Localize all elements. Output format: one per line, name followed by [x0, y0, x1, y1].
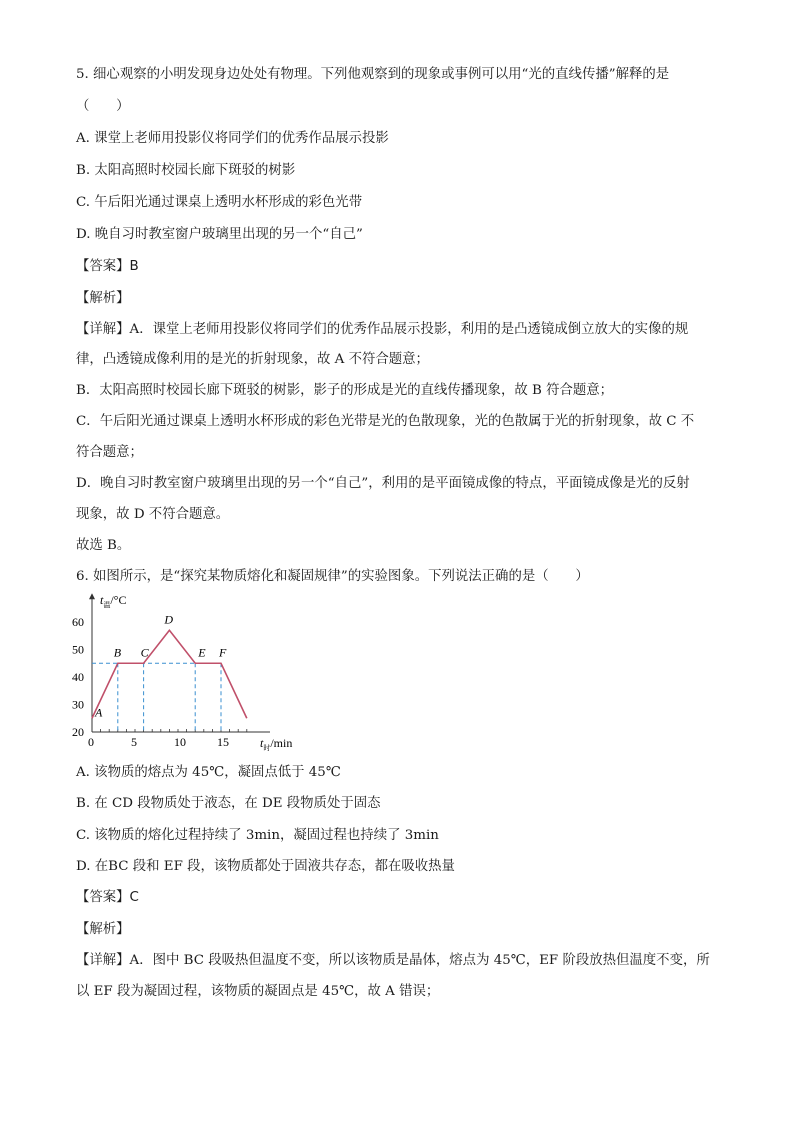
q5-option-d: D. 晚自习时教室窗户玻璃里出现的另一个“自己”	[76, 227, 363, 242]
q5-option-a: A. 课堂上老师用投影仪将同学们的优秀作品展示投影	[76, 131, 389, 146]
q5-detail-line: 【详解】A．课堂上老师用投影仪将同学们的优秀作品展示投影，利用的是凸透镜成倒立放大的实像的规	[76, 322, 689, 337]
q5-conclusion: 故选 B。	[76, 538, 131, 553]
q5-answer: 【答案】B	[76, 259, 139, 274]
y-tick-label: 50	[72, 642, 84, 657]
q6-analysis-label: 【解析】	[76, 922, 130, 937]
q6-option-a: A. 该物质的熔点为 45℃，凝固点低于 45℃	[76, 765, 341, 780]
x-tick-label: 5	[131, 735, 137, 749]
point-label-c: C	[140, 645, 149, 660]
q6-detail-line: 【详解】A．图中 BC 段吸热但温度不变，所以该物质是晶体，熔点为 45℃，EF 阶段放热但温度不变，所	[76, 953, 710, 968]
point-label-a: A	[95, 705, 103, 720]
point-label-b: B	[113, 645, 122, 660]
x-tick-label: 10	[174, 735, 186, 749]
q6-answer: 【答案】C	[76, 890, 139, 905]
q5-stem: 5. 细心观察的小明发现身边处处有物理。下列他观察到的现象或事例可以用“光的直线传播”解释的是	[76, 67, 670, 82]
q5-detail-line: D．晚自习时教室窗户玻璃里出现的另一个“自己”，利用的是平面镜成像的特点，平面镜成像是光的反射	[76, 476, 690, 491]
point-label-f: F	[219, 645, 227, 660]
x-axis-label: $t_时/\min$	[260, 736, 293, 752]
y-axis-label: $t_温/^\circ C$	[100, 593, 127, 609]
y-tick-label: 20	[72, 725, 84, 739]
q6-detail-line: 以 EF 段为凝固过程，该物质的凝固点是 45℃，故 A 错误；	[76, 984, 440, 999]
y-tick-label: 30	[72, 697, 84, 712]
q5-detail-line: C．午后阳光通过课桌上透明水杯形成的彩色光带是光的色散现象，光的色散属于光的折射现象，故 C 不	[76, 414, 695, 429]
q5-detail-line: 现象，故 D 不符合题意。	[76, 507, 230, 522]
temperature-curve	[92, 630, 247, 718]
q6-option-c: C. 该物质的熔化过程持续了 3min，凝固过程也持续了 3min	[76, 828, 439, 843]
q6-option-d: D. 在BC 段和 EF 段，该物质都处于固液共存态，都在吸收热量	[76, 859, 455, 874]
point-label-d: D	[164, 612, 174, 627]
melting-curve-chart	[70, 590, 310, 755]
q5-analysis-label: 【解析】	[76, 291, 130, 306]
x-tick-label: 0	[88, 735, 94, 749]
q5-paren: （ ）	[76, 99, 130, 114]
q5-option-c: C. 午后阳光通过课桌上透明水杯形成的彩色光带	[76, 195, 363, 210]
q6-stem: 6. 如图所示，是“探究某物质熔化和凝固规律”的实验图象。下列说法正确的是（ ）	[76, 569, 589, 584]
y-tick-label: 60	[72, 615, 84, 629]
y-tick-label: 40	[72, 670, 84, 684]
q5-detail-line: B．太阳高照时校园长廊下斑驳的树影，影子的形成是光的直线传播现象，故 B 符合题意；	[76, 383, 614, 398]
q5-option-b: B. 太阳高照时校园长廊下斑驳的树影	[76, 163, 296, 178]
q5-detail-line: 符合题意；	[76, 445, 143, 460]
q5-detail-line: 律，凸透镜成像利用的是光的折射现象，故 A 不符合题意；	[76, 352, 429, 367]
point-label-e: E	[198, 645, 206, 660]
q6-option-b: B. 在 CD 段物质处于液态，在 DE 段物质处于固态	[76, 796, 381, 811]
x-tick-label: 15	[217, 735, 229, 749]
